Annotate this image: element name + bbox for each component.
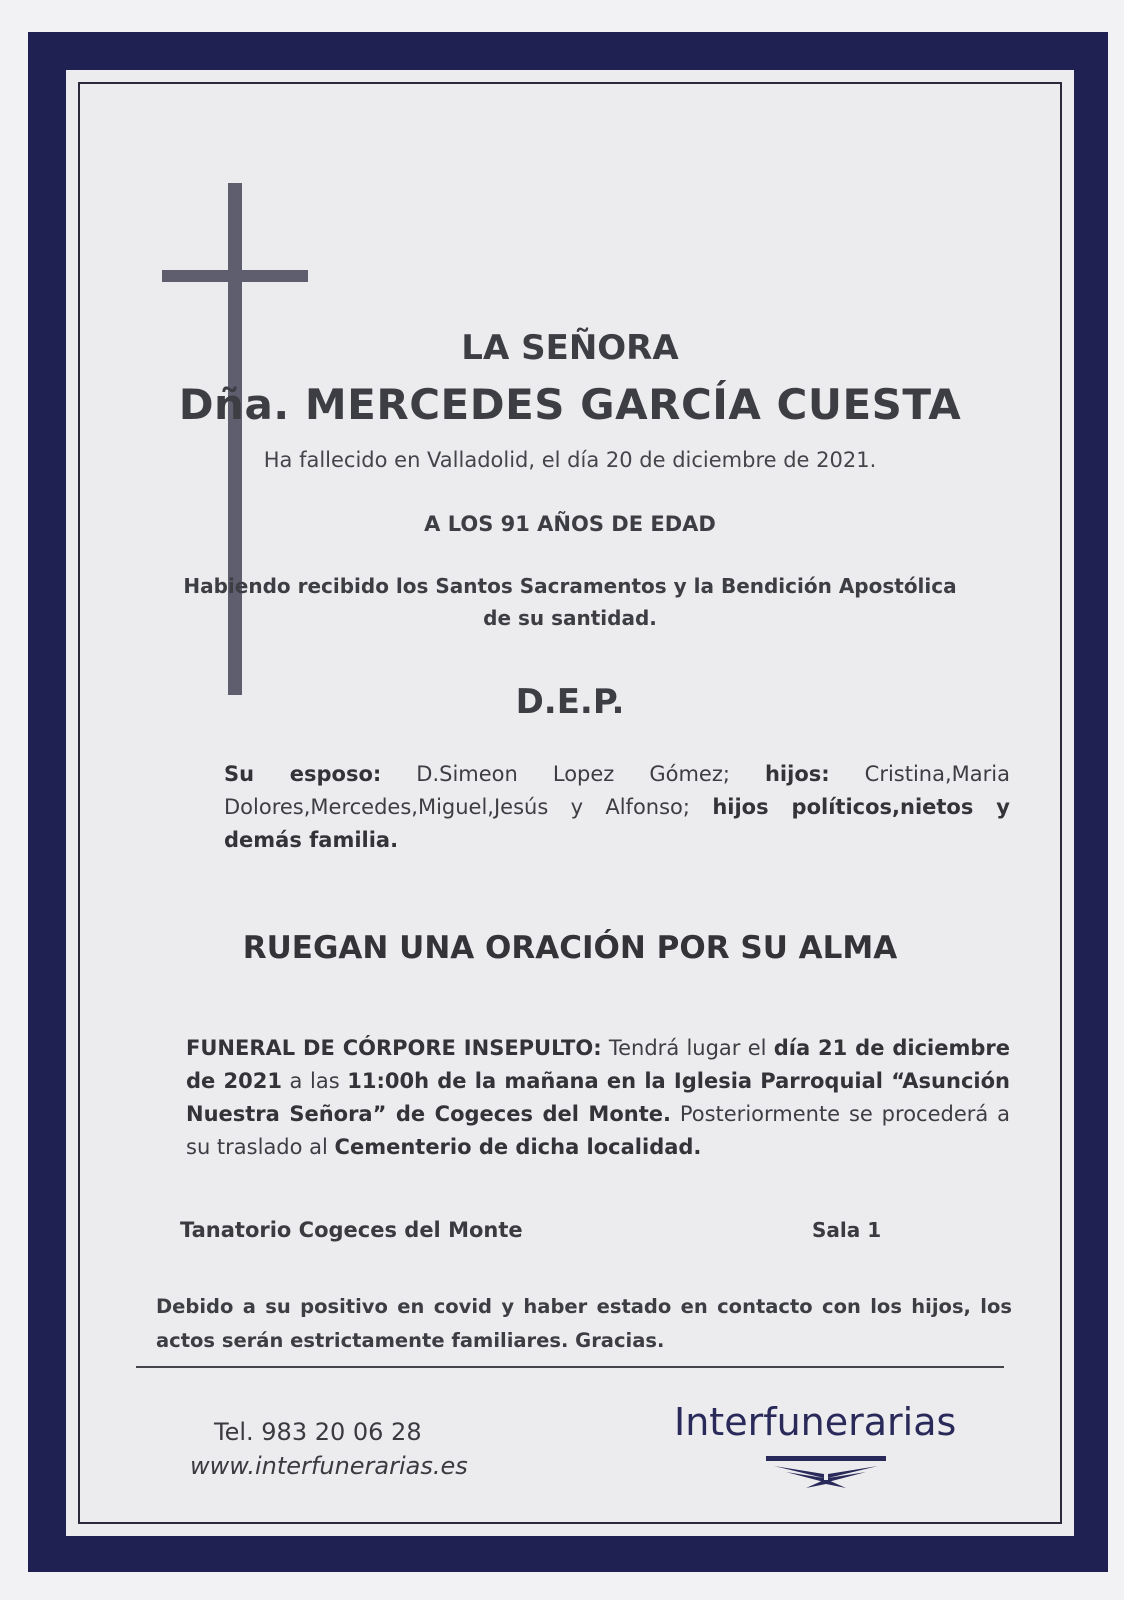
brand-mark-icon <box>766 1456 886 1492</box>
funeral-label: FUNERAL DE CÓRPORE INSEPULTO: <box>186 1036 602 1060</box>
notice-paper <box>66 70 1074 1536</box>
phone: Tel. 983 20 06 28 <box>214 1418 422 1446</box>
family-paragraph <box>224 758 1010 857</box>
prayer-request: RUEGAN UNA ORACIÓN POR SU ALMA <box>242 930 898 966</box>
age: A LOS 91 AÑOS DE EDAD <box>424 512 716 536</box>
divider <box>136 1366 1004 1368</box>
funeral-text-2: a las <box>281 1069 348 1093</box>
covid-notice: Debido a su positivo en covid y haber estado en contacto con los hijos, los actos serán estrictamente familiares. Gracias. <box>156 1295 1012 1352</box>
funeral-text-1: Tendrá lugar el <box>601 1036 774 1060</box>
sacraments <box>66 570 1074 634</box>
title: LA SEÑORA <box>461 328 679 368</box>
cemetery: Cementerio de dicha localidad. <box>334 1135 702 1159</box>
cross-icon-horizontal <box>162 270 308 282</box>
sala: Sala 1 <box>812 1218 882 1242</box>
funeral-date: día 21 de diciembre de 2021 <box>186 1036 1010 1093</box>
sacraments-line-1: Habiendo recibido los Santos Sacramentos y la Bendición Apostólica <box>183 574 957 598</box>
tanatorio: Tanatorio Cogeces del Monte <box>180 1218 523 1242</box>
dep: D.E.P. <box>515 682 625 722</box>
deceased-name: Dña. MERCEDES GARCÍA CUESTA <box>178 380 962 429</box>
brand-logo: Interfunerarias <box>674 1400 957 1444</box>
funeral-paragraph <box>186 1032 1010 1164</box>
website-link[interactable]: www.interfunerarias.es <box>190 1452 468 1480</box>
spouse: D.Simeon Lopez Gómez; <box>381 762 765 786</box>
spouse-label: Su esposo: <box>224 762 382 786</box>
funeral-text-3: Posteriormente se procederá a su traslado al <box>186 1102 1010 1159</box>
sacraments-line-2: de su santidad. <box>483 606 657 630</box>
children-label: hijos: <box>764 762 830 786</box>
relatives: hijos políticos,nietos y demás familia. <box>224 795 1010 852</box>
children: Cristina,Maria Dolores,Mercedes,Miguel,Jesús y Alfonso; <box>224 762 1010 819</box>
funeral-time-place: 11:00h de la mañana en la Iglesia Parroquial “Asunción Nuestra Señora” de Cogeces del Monte. <box>186 1069 1010 1126</box>
death-info: Ha fallecido en Valladolid, el día 20 de diciembre de 2021. <box>263 448 877 472</box>
outer-frame <box>28 32 1108 1572</box>
